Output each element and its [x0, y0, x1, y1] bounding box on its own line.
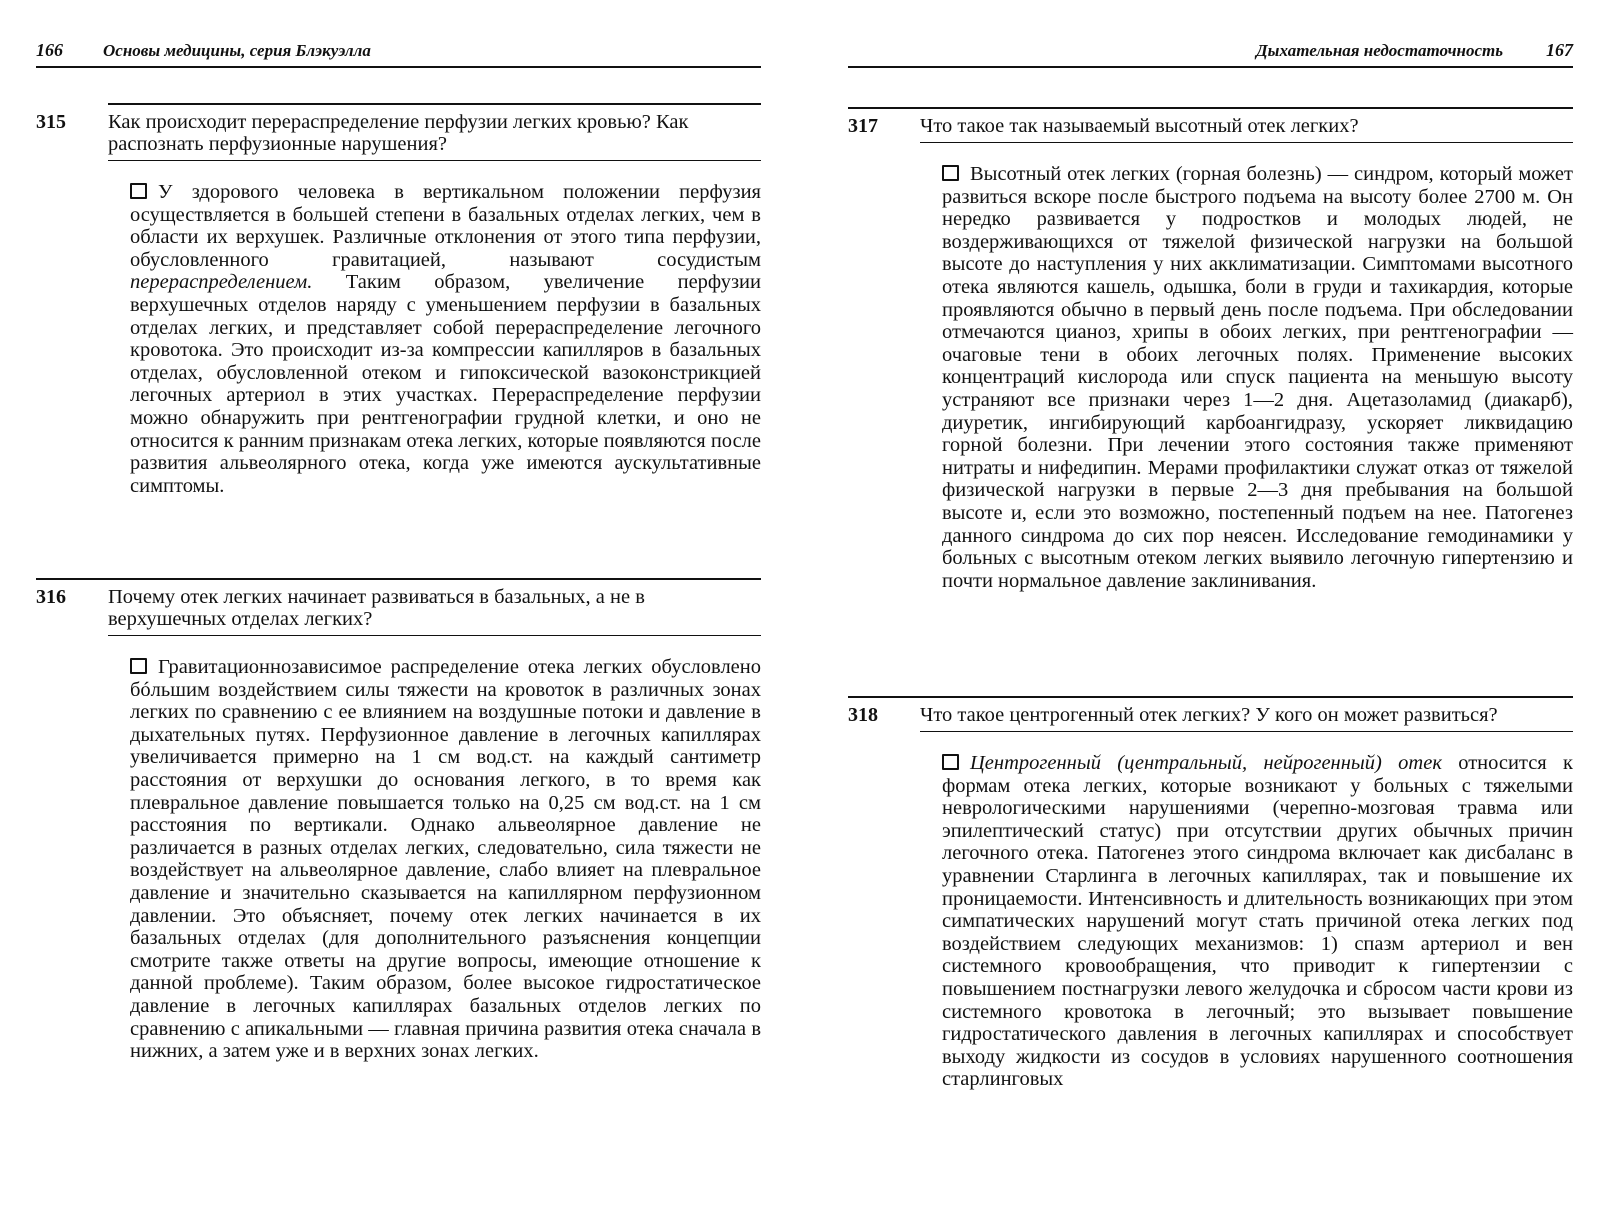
- answer-part: Высотный отек легких (горная болезнь) — синдром, который может развиться вскоре после быстрого подъема на высоту более 2700 м. Он нередко развивается у подростков и молодых людей, не воздерживающихся от тяжелой физической нагрузки на большой высоте до наступления у них акклиматизации. Симптомами высотного отека являются кашель, одышка, боли в груди и тахикардия, которые проявляются обычно в первый день после подъема. При обследовании отмечаются цианоз, хрипы в обоих легких, при рентгенографии — очаговые тени в обоих легочных полях. Применение высоких концентраций кислорода или спуск пациента на меньшую высоту устраняют все признаки через 1—2 дня. Ацетазоламид (диакарб), диуретик, ингибирующий карбоангидразу, ускоряет ликвидацию горной болезни. При лечении этого состояния также применяют нитраты и нифедипин. Мерами профилактики служат отказ от тяжелой физической нагрузки в первые 2—3 дня пребывания на большой высоте и, если это возможно, постепенный подъем на нее. Патогенез данного синдрома до сих пор неясен. Исследование гемодинамики у больных с высотным отеком легких выявило легочную гипертензию и почти нормальное давление заклинивания.: [942, 163, 1573, 592]
- question-number: 315: [36, 111, 66, 133]
- question-text: Что такое так называемый высотный отек легких?: [920, 109, 1573, 143]
- question-text: Почему отек легких начинает развиваться в базальных, а не в верхушечных отделах легких?: [108, 580, 761, 636]
- page-number: 167: [1546, 40, 1573, 60]
- qa-318: [848, 696, 1573, 1091]
- question-number: 318: [848, 704, 878, 726]
- running-title: Основы медицины, серия Блэкуэлла: [103, 41, 371, 60]
- running-head-right: [848, 38, 1573, 68]
- checkbox-icon: [130, 658, 147, 674]
- checkbox-icon: [942, 754, 959, 770]
- answer-part: Таким образом, увеличение перфузии верхушечных отделов наряду с уменьшением перфузии в базальных отделах легких, и представляет собой перераспределение легочного кровотока. Это происходит из-за компрессии капилляров в базальных отделах, обусловленной отеком и гипоксической вазоконстрикцией легочных артериол в этих участках. Перераспределение перфузии можно обнаружить при рентгенографии грудной клетки, и оно не относится к ранним признакам отека легких, которые появляются после развития альвеолярного отека, когда уже имеются аускультативные симптомы.: [130, 271, 761, 497]
- answer-part: У здорового человека в вертикальном положении перфузия осуществляется в большей степени в базальных отделах легких, чем в области их верхушек. Различные отклонения от этого типа перфузии, обусловленного гравитацией, называют сосудистым: [130, 181, 761, 271]
- answer-part: относится к формам отека легких, которые возникают у больных с тяжелыми неврологическими нарушениями (черепно-мозговая травма или эпилептический статус) при отсутствии других обычных причин легочного отека. Патогенез этого синдрома включает как дисбаланс в уравнении Старлинга в легочных капиллярах, так и повышение их проницаемости. Интенсивность и длительность возникающих при этом симпатических нарушений могут стать причиной отека легких под воздействием следующих механизмов: 1) спазм артериол и вен системного кровообращения, что приводит к гипертензии с повышением постнагрузки левого желудочка и сбросом части крови из системного кровотока в легочный; это вызывает повышение гидростатического давления в легочных капиллярах и способствует выходу жидкости из сосудов в условиях нарушенного соотношения старлинговых: [942, 752, 1573, 1091]
- answer-text: [942, 163, 1573, 592]
- answer-term: Центрогенный (центральный, нейрогенный) отек: [970, 752, 1442, 774]
- answer-term: перераспределением.: [130, 271, 313, 294]
- qa-317: [848, 107, 1573, 592]
- running-title: Дыхательная недостаточность: [1256, 41, 1503, 60]
- question-text: Что такое центрогенный отек легких? У кого он может развиться?: [920, 698, 1573, 732]
- page-number: 166: [36, 40, 63, 60]
- answer-part: Гравитационнозависимое распределение отека легких обусловлено бóльшим воздействием силы тяжести на кровоток в различных зонах легких по сравнению с ее влиянием на воздушные потоки и давление в дыхательных путях. Перфузионное давление в легочных капиллярах увеличивается примерно на 1 см вод.ст. на каждый сантиметр расстояния от верхушки до основания легкого, в то время как плевральное давление повышается только на 0,25 см вод.ст. на 1 см расстояния по вертикали. Однако альвеолярное давление не различается в разных отделах легких, следовательно, сила тяжести не воздействует на альвеолярное давление, слабо влияет на плевральное давление и значительно сказывается на капиллярном перфузионном давлении. Это объясняет, почему отек легких начинается в их базальных отделах (для дополнительного разъяснения концепции смотрите также ответы на другие вопросы, имеющие отношение к данной проблеме). Таким образом, более высокое гидростатическое давление в легочных капиллярах базальных отделов легких по сравнению с апикальными — главная причина развития отека сначала в нижних, а затем уже и в верхних зонах легких.: [130, 656, 761, 1063]
- checkbox-icon: [942, 165, 959, 181]
- answer-text: [130, 656, 761, 1063]
- qa-315: [36, 103, 761, 497]
- running-head-left: [36, 38, 761, 68]
- answer-text: [942, 752, 1573, 1091]
- question-number: 317: [848, 115, 878, 137]
- question-number: 316: [36, 586, 66, 608]
- answer-text: [130, 181, 761, 497]
- question-text: Как происходит перераспределение перфузии легких кровью? Как распознать перфузионные нарушения?: [108, 105, 761, 161]
- checkbox-icon: [130, 183, 147, 199]
- qa-316: [36, 578, 761, 1063]
